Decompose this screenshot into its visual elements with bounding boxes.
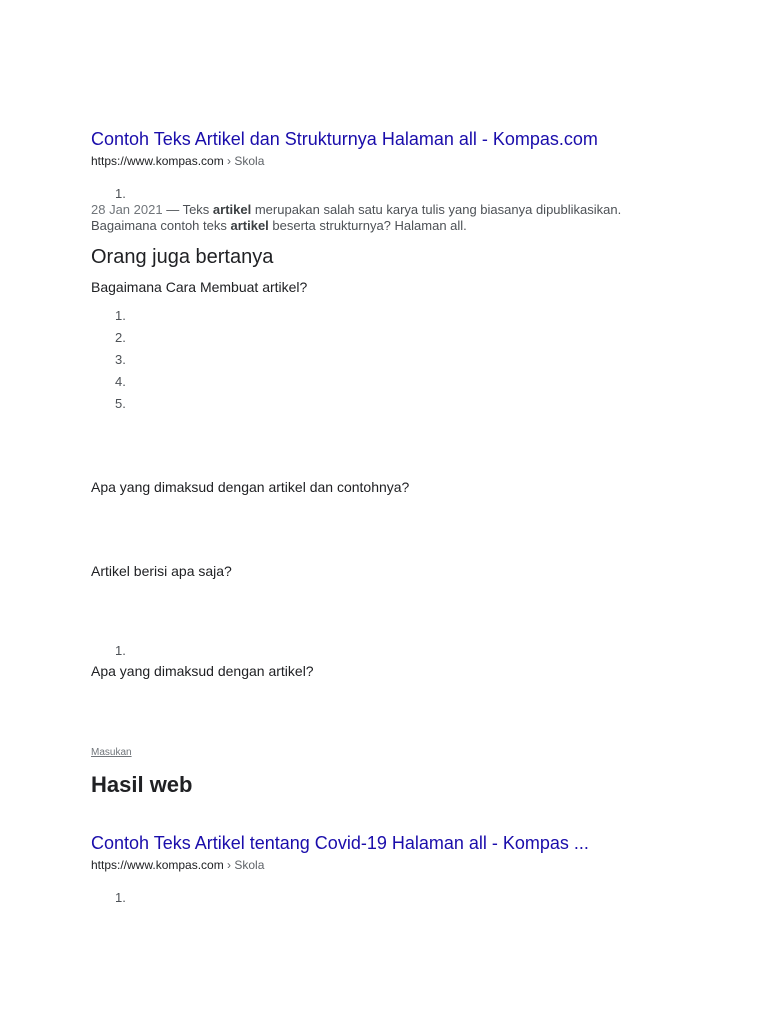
result1-url-breadcrumb: › Skola [223, 154, 265, 168]
result1-url-domain: https://www.kompas.com [91, 154, 224, 168]
question-2[interactable]: Apa yang dimaksud dengan artikel dan contohnya? [91, 479, 410, 495]
people-also-ask-heading: Orang juga bertanya [91, 246, 274, 268]
question-1-list-item-3: 3. [115, 352, 126, 367]
result1-snippet-b: merupakan salah satu karya tulis yang biasanya dipublikasikan. [251, 202, 622, 217]
question-1-list-item-4: 4. [115, 374, 126, 389]
result1-snippet-a: — Teks [162, 202, 213, 217]
question-1-list-item-1: 1. [115, 308, 126, 323]
result1-list-number: 1. [115, 186, 126, 201]
result1-snippet-line1 [91, 202, 621, 218]
question-4[interactable]: Apa yang dimaksud dengan artikel? [91, 663, 314, 679]
web-results-heading: Hasil web [91, 772, 193, 797]
result1-snippet-d: beserta strukturnya? Halaman all. [268, 218, 467, 233]
result1-bold-a: artikel [212, 202, 252, 217]
feedback-link[interactable]: Masukan [91, 747, 132, 758]
result1-date: 28 Jan 2021 [91, 202, 163, 217]
question-1-list-item-5: 5. [115, 396, 126, 411]
question-3[interactable]: Artikel berisi apa saja? [91, 563, 232, 579]
question-1-list-item-2: 2. [115, 330, 126, 345]
result1-url[interactable] [91, 154, 264, 168]
result2-url-domain: https://www.kompas.com [91, 858, 224, 872]
result2-url[interactable] [91, 858, 264, 872]
result1-snippet-c: Bagaimana contoh teks [91, 218, 231, 233]
question-1[interactable]: Bagaimana Cara Membuat artikel? [91, 279, 308, 295]
result1-snippet-line2 [91, 218, 467, 234]
result2-url-breadcrumb: › Skola [223, 858, 265, 872]
result2-list-number: 1. [115, 890, 126, 905]
result1-bold-b: artikel [230, 218, 269, 233]
result1-title-link[interactable]: Contoh Teks Artikel dan Strukturnya Halaman all - Kompas.com [91, 129, 598, 149]
question-4-list-number: 1. [115, 643, 126, 658]
result2-title-link[interactable]: Contoh Teks Artikel tentang Covid-19 Halaman all - Kompas ... [91, 833, 589, 853]
